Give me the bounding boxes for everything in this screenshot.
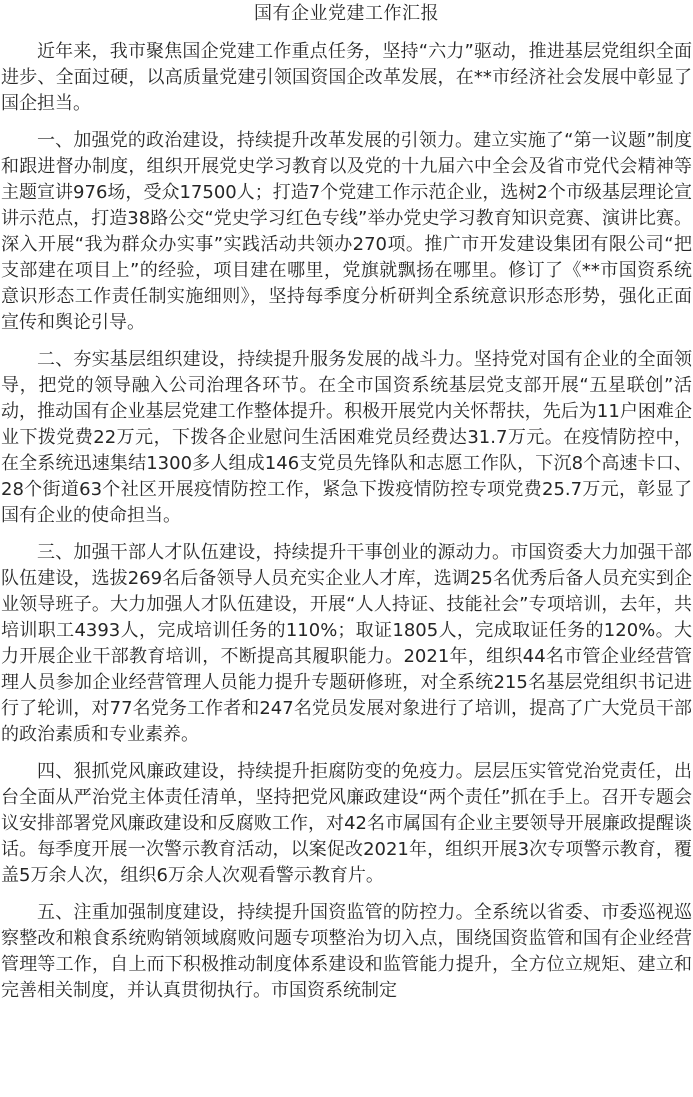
intro-paragraph: 近年来，我市聚焦国企党建工作重点任务，坚持“六力”驱动，推进基层党组织全面进步、全面过硬，以高质量党建引领国资国企改革发展，在**市经济社会发展中彰显了国企担当。	[1, 41, 692, 114]
section-4-integrity-building: 四、狠抓党风廉政建设，持续提升拒腐防变的免疫力。层层压实管党治党责任，出台全面从严治党主体责任清单，坚持把党风廉政建设“两个责任”抓在手上。召开专题会议安排部署党风廉政建设和反腐败工作，对42名市属国有企业主要领导开展廉政提醒谈话。每季度开展一次警示教育活动，以案促改2021年，组织开展3次专项警示教育，覆盖5万余人次，组织6万余人次观看警示教育片。	[1, 761, 692, 886]
section-3-cadre-talent: 三、加强干部人才队伍建设，持续提升干事创业的源动力。市国资委大力加强干部队伍建设，选拔269名后备领导人员充实企业人才库，选调25名优秀后备人员充实到企业领导班子。大力加强人才队伍建设，开展“人人持证、技能社会”专项培训，去年，共培训职工4393人，完成培训任务的110%；取证1805人，完成取证任务的120%。大力开展企业干部教育培训，不断提高其履职能力。2021年，组织44名市管企业经营管理人员参加企业经营管理人员能力提升专题研修班，对全系统215名基层党组织书记进行了轮训，对77名党务工作者和247名党员发展对象进行了培训，提高了广大党员干部的政治素质和专业素养。	[1, 542, 692, 745]
section-1-political-building: 一、加强党的政治建设，持续提升改革发展的引领力。建立实施了“第一议题”制度和跟进督办制度，组织开展党史学习教育以及党的十九届六中全会及省市党代会精神等主题宣讲976场，受众17500人；打造7个党建工作示范企业，选树2个市级基层理论宣讲示范点，打造38路公交“党史学习红色专线”举办党史学习教育知识竞赛、演讲比赛。深入开展“我为群众办实事”实践活动共领办270项。推广市开发建设集团有限公司“把支部建在项目上”的经验，项目建在哪里，党旗就飘扬在哪里。修订了《**市国资系统意识形态工作责任制实施细则》，坚持每季度分析研判全系统意识形态形势，强化正面宣传和舆论引导。	[1, 130, 692, 333]
section-2-grassroots-organization: 二、夯实基层组织建设，持续提升服务发展的战斗力。坚持党对国有企业的全面领导，把党的领导融入公司治理各环节。在全市国资系统基层党支部开展“五星联创”活动，推动国有企业基层党建工作整体提升。积极开展党内关怀帮扶，先后为11户困难企业下拨党费22万元，下拨各企业慰问生活困难党员经费达31.7万元。在疫情防控中，在全系统迅速集结1300多人组成146支党员先锋队和志愿工作队，下沉8个高速卡口、28个街道63个社区开展疫情防控工作，紧急下拨疫情防控专项党费25.7万元，彰显了国有企业的使命担当。	[1, 349, 692, 526]
section-5-system-building: 五、注重加强制度建设，持续提升国资监管的防控力。全系统以省委、市委巡视巡察整改和粮食系统购销领域腐败问题专项整治为切入点，围绕国资监管和国有企业经营管理等工作，自上而下积极推动制度体系建设和监管能力提升，全方位立规矩、建立和完善相关制度，并认真贯彻执行。市国资系统制定	[1, 902, 692, 1001]
document-title: 国有企业党建工作汇报	[254, 3, 439, 24]
